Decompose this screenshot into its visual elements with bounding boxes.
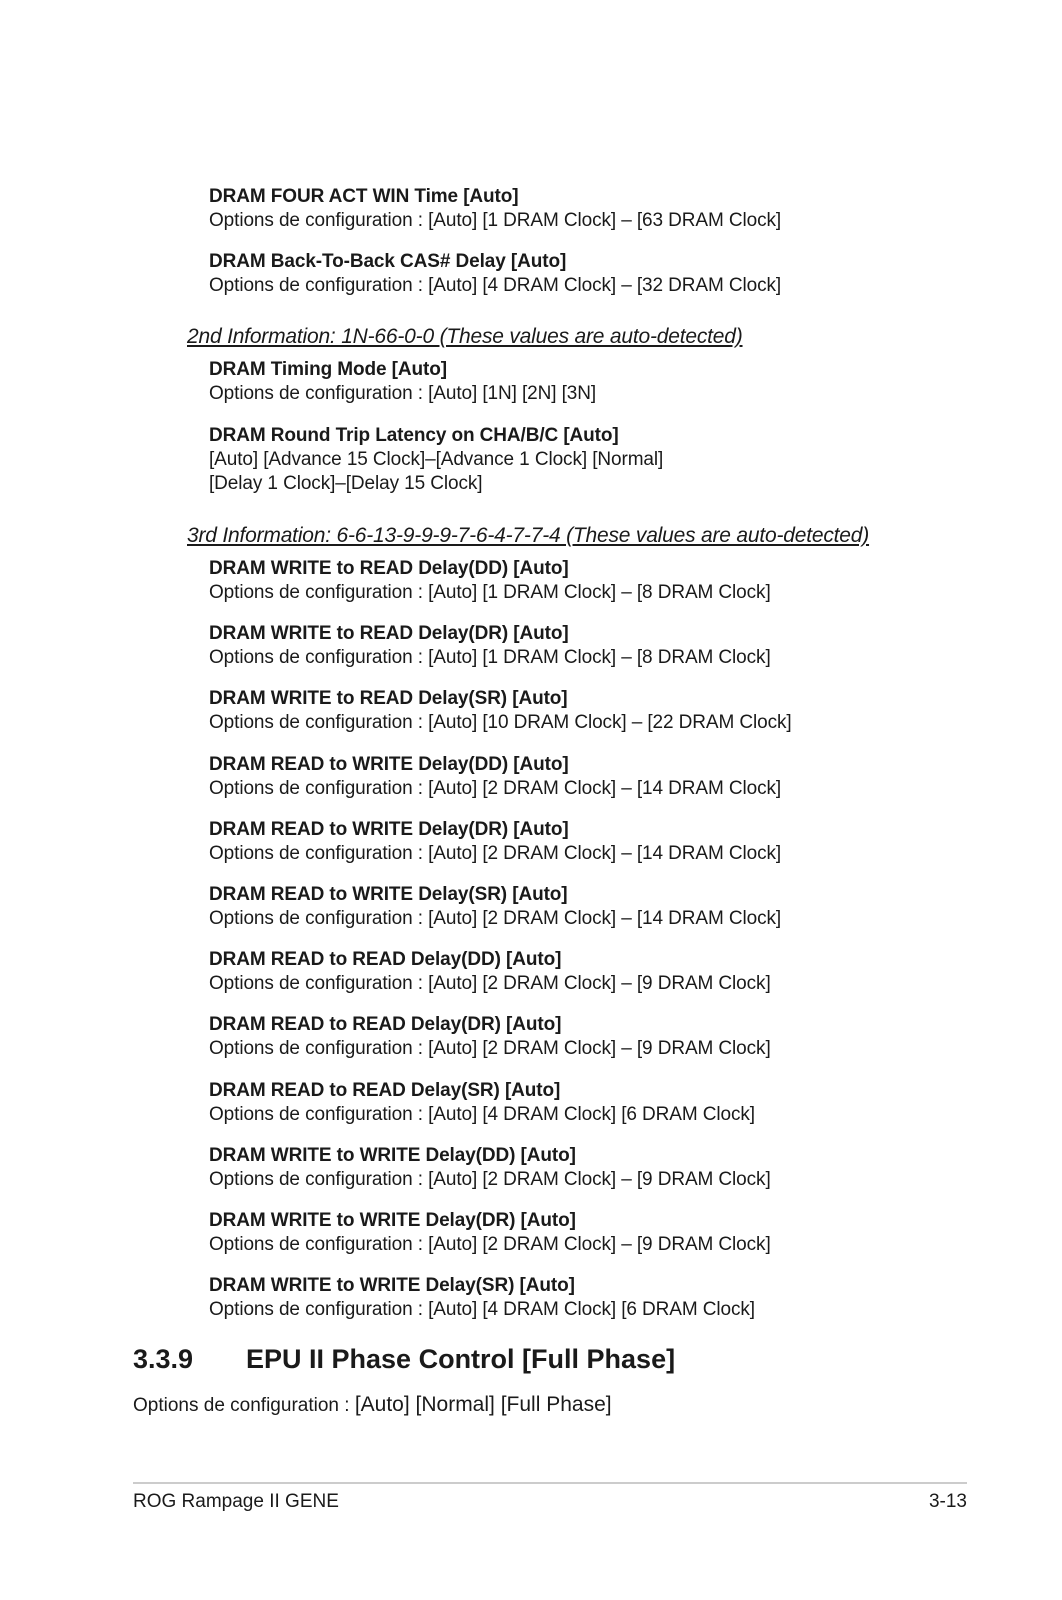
setting-dram-read-to-read-delay-dr [209,1013,989,1061]
setting-options: Options de configuration : [Auto] [2 DRAM Clock] – [9 DRAM Clock] [209,1234,771,1255]
setting-dram-write-to-write-delay-dd [209,1144,989,1192]
setting-options: Options de configuration : [Auto] [2 DRAM Clock] – [9 DRAM Clock] [209,973,771,994]
section-number: 3.3.9 [133,1344,194,1374]
setting-dram-write-to-write-delay-sr [209,1274,989,1322]
setting-options: Options de configuration : [Auto] [2 DRAM Clock] – [14 DRAM Clock] [209,778,782,799]
setting-title: DRAM WRITE to READ Delay(DR) [Auto] [209,623,569,644]
setting-dram-read-to-write-delay-dd [209,753,989,801]
setting-title: DRAM WRITE to WRITE Delay(DD) [Auto] [209,1145,576,1166]
section-title: EPU II Phase Control [Full Phase] [246,1344,676,1374]
info-line-third: 3rd Information: 6-6-13-9-9-9-7-6-4-7-7-4 (These values are auto-detected) [187,524,870,547]
setting-options: [Auto] [Advance 15 Clock]–[Advance 1 Clock] [Normal] [209,449,664,470]
setting-dram-read-to-write-delay-sr [209,883,989,931]
setting-title: DRAM Timing Mode [Auto] [209,359,447,380]
setting-options: Options de configuration : [Auto] [4 DRAM Clock] – [32 DRAM Clock] [209,275,782,296]
info-line-second: 2nd Information: 1N-66-0-0 (These values are auto-detected) [187,325,743,348]
section-options [133,1392,612,1419]
setting-title: DRAM WRITE to WRITE Delay(SR) [Auto] [209,1275,575,1296]
setting-dram-read-to-write-delay-dr [209,818,989,866]
setting-dram-four-act-win-time [209,185,989,233]
setting-dram-read-to-read-delay-sr [209,1079,989,1127]
setting-options: Options de configuration : [Auto] [1N] [2N] [3N] [209,383,597,404]
setting-dram-write-to-read-delay-dd [209,557,989,605]
setting-options: Options de configuration : [Auto] [1 DRAM Clock] – [8 DRAM Clock] [209,647,771,668]
setting-title: DRAM READ to WRITE Delay(DD) [Auto] [209,754,569,775]
setting-options: Options de configuration : [Auto] [2 DRAM Clock] – [9 DRAM Clock] [209,1169,771,1190]
setting-title: DRAM FOUR ACT WIN Time [Auto] [209,186,519,207]
setting-title: DRAM READ to READ Delay(SR) [Auto] [209,1080,561,1101]
setting-title: DRAM WRITE to READ Delay(SR) [Auto] [209,688,568,709]
section-options-label: Options de configuration : [133,1395,355,1416]
setting-title: DRAM WRITE to WRITE Delay(DR) [Auto] [209,1210,576,1231]
setting-title: DRAM READ to WRITE Delay(SR) [Auto] [209,884,568,905]
footer-product-name: ROG Rampage II GENE [133,1491,339,1512]
setting-dram-timing-mode [209,358,989,406]
setting-title: DRAM READ to READ Delay(DR) [Auto] [209,1014,562,1035]
setting-options: Options de configuration : [Auto] [2 DRAM Clock] – [9 DRAM Clock] [209,1038,771,1059]
setting-title: DRAM READ to READ Delay(DD) [Auto] [209,949,562,970]
setting-dram-write-to-write-delay-dr [209,1209,989,1257]
setting-title: DRAM Round Trip Latency on CHA/B/C [Auto] [209,425,619,446]
setting-options: Options de configuration : [Auto] [10 DRAM Clock] – [22 DRAM Clock] [209,712,792,733]
setting-options: Options de configuration : [Auto] [1 DRAM Clock] – [63 DRAM Clock] [209,210,782,231]
footer-divider [133,1482,967,1484]
footer-page-number: 3-13 [928,1491,967,1512]
setting-dram-back-to-back-cas-delay [209,250,989,298]
setting-dram-read-to-read-delay-dd [209,948,989,996]
setting-title: DRAM WRITE to READ Delay(DD) [Auto] [209,558,569,579]
setting-options: Options de configuration : [Auto] [4 DRAM Clock] [6 DRAM Clock] [209,1299,755,1320]
setting-title: DRAM READ to WRITE Delay(DR) [Auto] [209,819,569,840]
setting-options: Options de configuration : [Auto] [2 DRAM Clock] – [14 DRAM Clock] [209,908,782,929]
section-options-values: [Auto] [Normal] [Full Phase] [354,1393,612,1416]
setting-title: DRAM Back-To-Back CAS# Delay [Auto] [209,251,567,272]
setting-dram-round-trip-latency [209,424,989,496]
setting-options: Options de configuration : [Auto] [4 DRAM Clock] [6 DRAM Clock] [209,1104,755,1125]
setting-options: Options de configuration : [Auto] [2 DRAM Clock] – [14 DRAM Clock] [209,843,782,864]
setting-dram-write-to-read-delay-dr [209,622,989,670]
section-heading [133,1343,675,1375]
setting-dram-write-to-read-delay-sr [209,687,989,735]
setting-options: Options de configuration : [Auto] [1 DRAM Clock] – [8 DRAM Clock] [209,582,771,603]
setting-options-continued: [Delay 1 Clock]–[Delay 15 Clock] [209,473,483,494]
